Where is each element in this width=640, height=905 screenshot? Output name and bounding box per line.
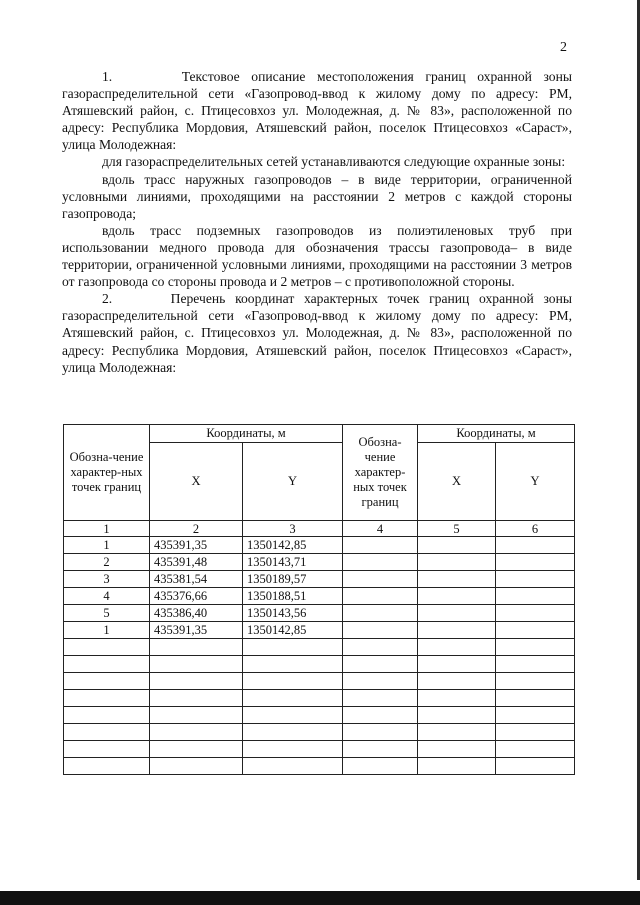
coordinate-x-right (418, 724, 496, 741)
coordinate-y-right (496, 554, 575, 571)
point-number-right (343, 622, 418, 639)
point-number (64, 724, 150, 741)
coordinate-y: 1350143,56 (243, 605, 343, 622)
coordinate-x-right (418, 758, 496, 775)
point-number (64, 758, 150, 775)
coordinate-y-right (496, 537, 575, 554)
point-number-right (343, 537, 418, 554)
point-number-right (343, 690, 418, 707)
coordinate-y: 1350142,85 (243, 537, 343, 554)
coordinate-x (150, 673, 243, 690)
header-coordinates-left: Координаты, м (150, 425, 343, 443)
coordinate-x: 435391,48 (150, 554, 243, 571)
coordinate-x: 435386,40 (150, 605, 243, 622)
header-x-right: X (418, 443, 496, 521)
header-y-right: Y (496, 443, 575, 521)
point-number (64, 690, 150, 707)
point-number-right (343, 554, 418, 571)
paragraph-5: 2. Перечень координат характерных точек границ охранной зоны газораспределительной сети «Газопровод-ввод к жилому дому по адресу: РМ, Атяшевский район, с. Птицесовхоз ул. Молодежная, д. № 83», расположенной по адресу: Республика Мордовия, Атяшевский район, поселок Птицесовхоз «Сараст», улица Молодежная: (62, 291, 572, 375)
point-number (64, 656, 150, 673)
header-coordinates-right: Координаты, м (418, 425, 575, 443)
paragraph-4: вдоль трасс подземных газопроводов из полиэтиленовых труб при использовании медного провода для обозначения трассы газопровода– в виде территории, ограниченной условными линиями, проходящими на расстоянии 3 метров от газопровода со стороны провода и 2 метров – с противоположной стороны. (62, 222, 572, 290)
column-number: 4 (343, 521, 418, 537)
coordinate-y-right (496, 622, 575, 639)
coordinate-x: 435391,35 (150, 622, 243, 639)
coordinate-y (243, 707, 343, 724)
coordinate-x-right (418, 622, 496, 639)
paragraph-1: 1. Текстовое описание местоположения границ охранной зоны газораспределительной сети «Газопровод-ввод к жилому дому по адресу: РМ, Атяшевский район, с. Птицесовхоз ул. Молодежная, д. № 83», расположенной по адресу: Республика Мордовия, Атяшевский район, поселок Птицесовхоз «Сараст», улица Молодежная: (62, 69, 572, 153)
table-row (64, 605, 575, 622)
coordinate-x-right (418, 673, 496, 690)
point-number: 5 (64, 605, 150, 622)
coordinate-x-right (418, 554, 496, 571)
coordinate-y (243, 724, 343, 741)
coordinate-y (243, 673, 343, 690)
point-number-right (343, 656, 418, 673)
coordinate-x-right (418, 741, 496, 758)
coordinate-x-right (418, 537, 496, 554)
column-number: 1 (64, 521, 150, 537)
point-number-right (343, 724, 418, 741)
column-number: 3 (243, 521, 343, 537)
paragraph-2: для газораспределительных сетей устанавливаются следующие охранные зоны: (102, 154, 566, 170)
coordinate-x (150, 639, 243, 656)
coordinate-y-right (496, 690, 575, 707)
coordinate-y: 1350188,51 (243, 588, 343, 605)
header-y-left: Y (243, 443, 343, 521)
coordinate-y-right (496, 639, 575, 656)
coordinate-y (243, 656, 343, 673)
table-row (64, 656, 575, 673)
column-number: 5 (418, 521, 496, 537)
table-row (64, 622, 575, 639)
coordinate-y-right (496, 571, 575, 588)
table-row (64, 537, 575, 554)
point-number: 2 (64, 554, 150, 571)
coordinate-y-right (496, 605, 575, 622)
table-row (64, 724, 575, 741)
point-number-right (343, 605, 418, 622)
header-designation-right: Обозна-чение характер-ных точек границ (343, 425, 418, 521)
coordinate-y: 1350189,57 (243, 571, 343, 588)
header-x-left: X (150, 443, 243, 521)
coordinate-x-right (418, 605, 496, 622)
coordinate-x-right (418, 707, 496, 724)
coordinate-x-right (418, 588, 496, 605)
point-number: 1 (64, 622, 150, 639)
point-number-right (343, 639, 418, 656)
coordinate-y-right (496, 758, 575, 775)
table-row (64, 588, 575, 605)
point-number: 3 (64, 571, 150, 588)
coordinate-x-right (418, 571, 496, 588)
coordinate-x: 435391,35 (150, 537, 243, 554)
coordinate-y-right (496, 741, 575, 758)
body-text (62, 68, 572, 376)
table-row (64, 741, 575, 758)
point-number (64, 639, 150, 656)
coordinate-x-right (418, 690, 496, 707)
table-row (64, 673, 575, 690)
coordinate-y-right (496, 707, 575, 724)
table-row (64, 554, 575, 571)
point-number (64, 707, 150, 724)
coordinate-y (243, 639, 343, 656)
point-number-right (343, 588, 418, 605)
table-row (64, 707, 575, 724)
coordinates-table (63, 424, 575, 775)
coordinate-y: 1350143,71 (243, 554, 343, 571)
column-number: 6 (496, 521, 575, 537)
page-number: 2 (560, 40, 567, 55)
coordinate-x (150, 690, 243, 707)
point-number-right (343, 673, 418, 690)
coordinate-x (150, 758, 243, 775)
point-number-right (343, 571, 418, 588)
point-number (64, 673, 150, 690)
coordinate-x (150, 656, 243, 673)
coordinates-table-body (64, 537, 575, 775)
paragraph-3: вдоль трасс наружных газопроводов – в виде территории, ограниченной условными линиями, проходящими на расстоянии 2 метров с каждой стороны газопровода; (62, 171, 572, 221)
point-number: 4 (64, 588, 150, 605)
table-row (64, 639, 575, 656)
coordinate-y-right (496, 724, 575, 741)
coordinate-y: 1350142,85 (243, 622, 343, 639)
coordinate-y (243, 758, 343, 775)
coordinate-x-right (418, 639, 496, 656)
table-row (64, 690, 575, 707)
point-number (64, 741, 150, 758)
point-number-right (343, 741, 418, 758)
column-number: 2 (150, 521, 243, 537)
coordinate-y-right (496, 656, 575, 673)
coordinate-x (150, 741, 243, 758)
coordinate-y-right (496, 673, 575, 690)
coordinate-x: 435376,66 (150, 588, 243, 605)
coordinate-y (243, 741, 343, 758)
point-number-right (343, 707, 418, 724)
coordinate-x (150, 724, 243, 741)
coordinate-x (150, 707, 243, 724)
point-number: 1 (64, 537, 150, 554)
column-number-row (64, 521, 575, 537)
point-number-right (343, 758, 418, 775)
coordinate-y-right (496, 588, 575, 605)
coordinate-x-right (418, 656, 496, 673)
coordinate-x: 435381,54 (150, 571, 243, 588)
coordinate-y (243, 690, 343, 707)
table-row (64, 571, 575, 588)
scan-edge-bottom (0, 891, 640, 905)
header-designation-left: Обозна-чение характер-ных точек границ (64, 425, 150, 521)
table-row (64, 758, 575, 775)
